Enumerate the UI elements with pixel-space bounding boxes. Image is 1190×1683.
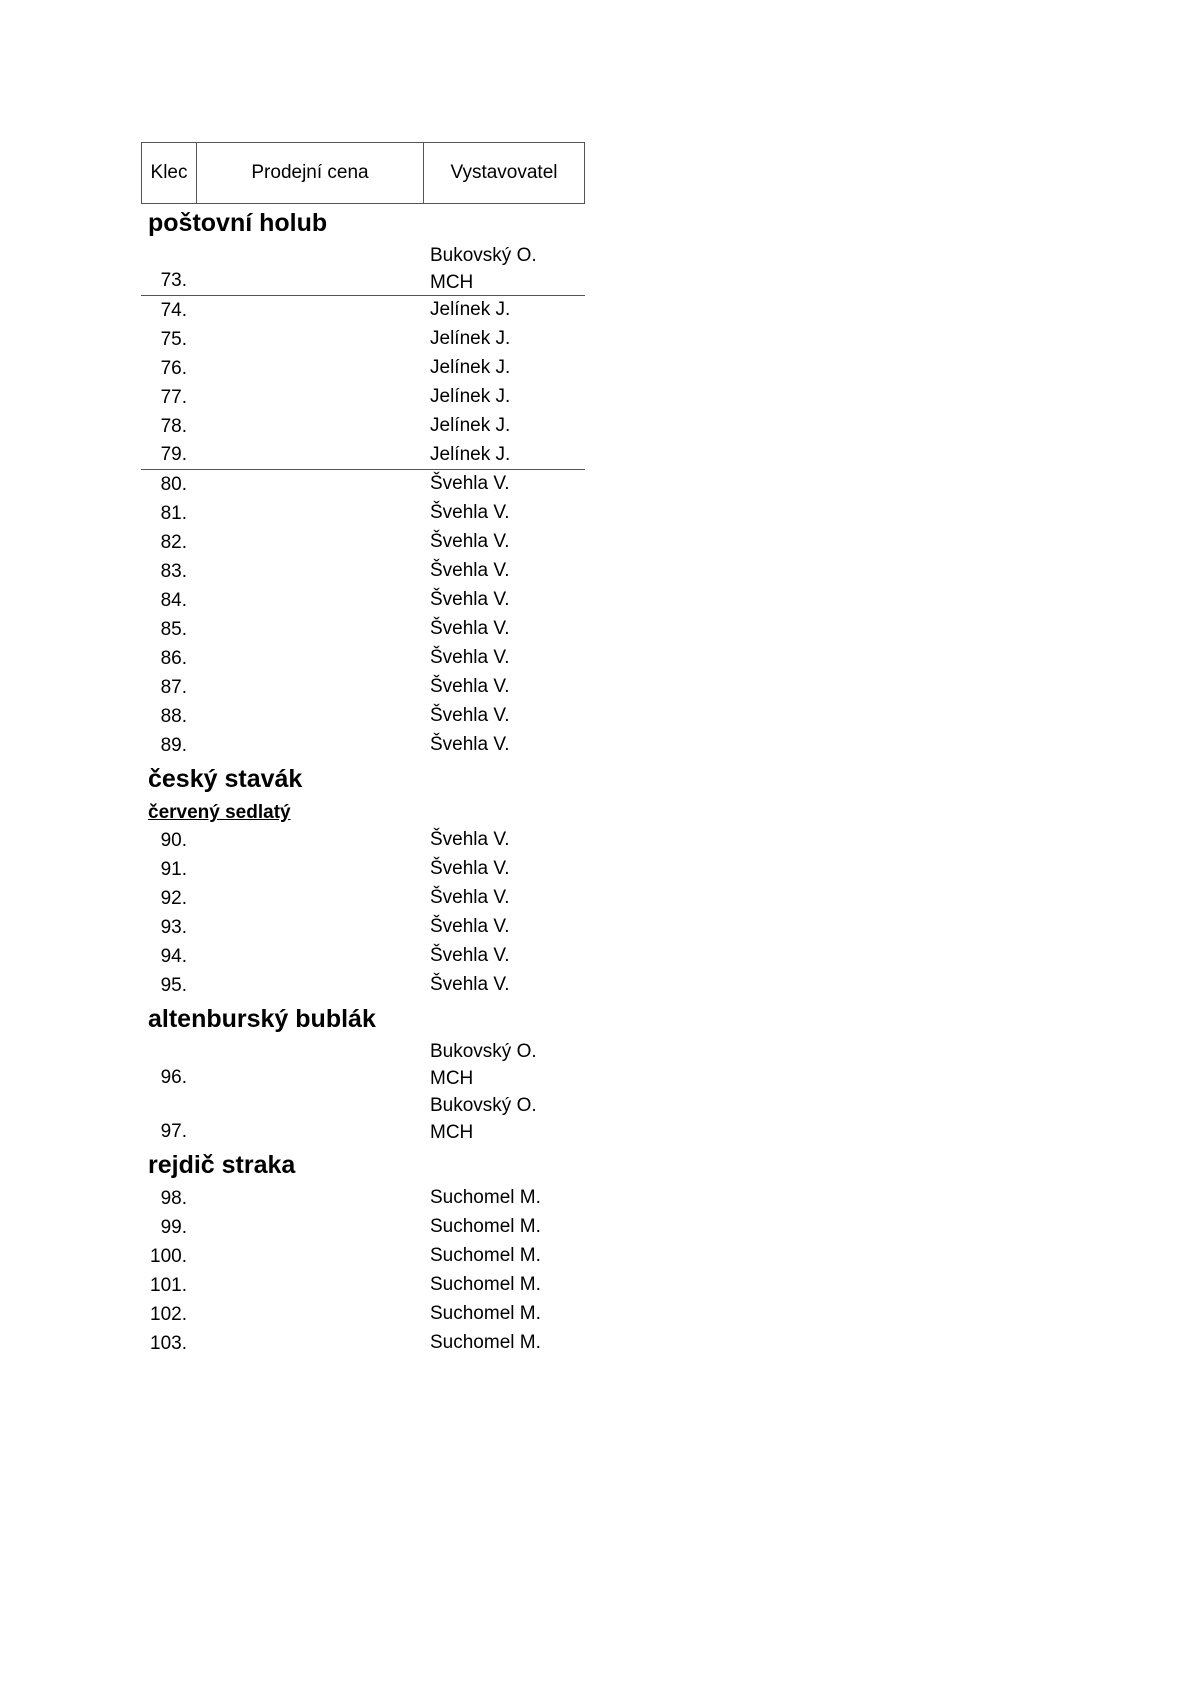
exhibitor-cell xyxy=(423,826,585,855)
exhibitor-line: Švehla V. xyxy=(430,829,510,850)
exhibitor-line: Švehla V. xyxy=(430,589,510,610)
table-row xyxy=(141,731,585,760)
exhibitor-line: Švehla V. xyxy=(430,916,510,937)
exhibitor-line: Bukovský O. xyxy=(430,1041,537,1062)
table-row xyxy=(141,884,585,913)
exhibitor-line: Suchomel M. xyxy=(430,1303,541,1324)
cage-number: 91. xyxy=(160,859,187,880)
exhibitor-line: MCH xyxy=(430,1068,474,1089)
table-row xyxy=(141,1213,585,1242)
cage-number: 103. xyxy=(150,1333,187,1354)
cage-number: 73. xyxy=(160,270,187,291)
exhibitor-line: Bukovský O. xyxy=(430,1095,537,1116)
cage-number: 89. xyxy=(160,735,187,756)
cage-number: 83. xyxy=(160,561,187,582)
exhibitor-cell xyxy=(423,586,585,615)
exhibitor-line: Švehla V. xyxy=(430,974,510,995)
exhibitor-cell xyxy=(423,441,585,469)
cage-cell xyxy=(141,702,423,731)
cage-cell xyxy=(141,1184,423,1213)
cage-number: 84. xyxy=(160,590,187,611)
exhibitor-cell xyxy=(423,528,585,557)
exhibitor-line: Suchomel M. xyxy=(430,1245,541,1266)
exhibitor-line: Suchomel M. xyxy=(430,1274,541,1295)
cage-cell xyxy=(141,412,423,441)
cage-cell xyxy=(141,826,423,855)
table-row xyxy=(141,942,585,971)
catalog-sections xyxy=(141,204,585,1358)
exhibitor-cell xyxy=(423,971,585,1000)
table-header xyxy=(141,142,585,204)
exhibitor-cell xyxy=(423,615,585,644)
exhibitor-line: Švehla V. xyxy=(430,560,510,581)
table-row xyxy=(141,615,585,644)
header-exhibitor: Vystavovatel xyxy=(450,162,558,183)
table-row xyxy=(141,913,585,942)
cage-number: 79. xyxy=(160,444,187,465)
table-row xyxy=(141,441,585,470)
cage-number: 97. xyxy=(160,1121,187,1142)
exhibitor-cell xyxy=(423,1271,585,1300)
exhibitor-line: MCH xyxy=(430,272,474,293)
exhibitor-cell xyxy=(423,1329,585,1358)
exhibitor-line: Švehla V. xyxy=(430,945,510,966)
exhibitor-cell xyxy=(423,325,585,354)
species-heading: altenburský bublák xyxy=(148,1005,376,1033)
header-price: Prodejní cena xyxy=(197,143,424,203)
exhibitor-line: Bukovský O. xyxy=(430,245,537,266)
exhibitor-line: Švehla V. xyxy=(430,734,510,755)
cage-number: 81. xyxy=(160,503,187,524)
cage-cell xyxy=(141,470,423,499)
table-row xyxy=(141,557,585,586)
exhibitor-cell xyxy=(423,942,585,971)
cage-number: 93. xyxy=(160,917,187,938)
exhibitor-line: Jelínek J. xyxy=(430,386,511,407)
exhibitor-line: Jelínek J. xyxy=(430,299,511,320)
table-row xyxy=(141,383,585,412)
table-row xyxy=(141,586,585,615)
exhibitor-cell xyxy=(423,557,585,586)
cage-cell xyxy=(141,673,423,702)
exhibitor-cell xyxy=(423,702,585,731)
cage-cell xyxy=(141,1271,423,1300)
table-row xyxy=(141,470,585,499)
cage-number: 74. xyxy=(160,300,187,321)
exhibitor-cell xyxy=(423,673,585,702)
exhibitor-line: Jelínek J. xyxy=(430,444,511,465)
cage-cell xyxy=(141,354,423,383)
cage-number: 102. xyxy=(150,1304,187,1325)
exhibitor-cell xyxy=(423,296,585,325)
cage-number: 76. xyxy=(160,358,187,379)
table-row xyxy=(141,1184,585,1213)
cage-number: 85. xyxy=(160,619,187,640)
cage-number: 100. xyxy=(150,1246,187,1267)
cage-cell xyxy=(141,1213,423,1242)
cage-cell xyxy=(141,383,423,412)
exhibitor-line: Švehla V. xyxy=(430,647,510,668)
table-row xyxy=(141,325,585,354)
cage-number: 80. xyxy=(160,474,187,495)
cage-number: 98. xyxy=(160,1188,187,1209)
cage-cell xyxy=(141,913,423,942)
cage-cell xyxy=(141,644,423,673)
exhibitor-line: Jelínek J. xyxy=(430,415,511,436)
exhibitor-line: Švehla V. xyxy=(430,531,510,552)
cage-number: 88. xyxy=(160,706,187,727)
table-row xyxy=(141,702,585,731)
exhibitor-line: Suchomel M. xyxy=(430,1216,541,1237)
cage-cell xyxy=(141,942,423,971)
exhibitor-line: Švehla V. xyxy=(430,473,510,494)
table-row xyxy=(141,1038,585,1092)
exhibitor-line: MCH xyxy=(430,1122,474,1143)
table-row xyxy=(141,1242,585,1271)
table-row xyxy=(141,242,585,296)
cage-cell xyxy=(141,441,423,469)
cage-cell xyxy=(141,586,423,615)
table-row xyxy=(141,826,585,855)
table-row xyxy=(141,1300,585,1329)
exhibitor-cell xyxy=(423,731,585,760)
cage-cell xyxy=(141,1092,423,1146)
table-row xyxy=(141,644,585,673)
exhibitor-cell xyxy=(423,1300,585,1329)
cage-number: 101. xyxy=(150,1275,187,1296)
table-row xyxy=(141,499,585,528)
cage-cell xyxy=(141,296,423,325)
cage-number: 82. xyxy=(160,532,187,553)
species-heading: poštovní holub xyxy=(148,209,328,237)
cage-number: 99. xyxy=(160,1217,187,1238)
exhibitor-line: Švehla V. xyxy=(430,676,510,697)
exhibitor-cell xyxy=(423,884,585,913)
exhibitor-line: Švehla V. xyxy=(430,502,510,523)
cage-cell xyxy=(141,1300,423,1329)
exhibitor-cell xyxy=(423,383,585,412)
cage-cell xyxy=(141,615,423,644)
table-row xyxy=(141,1329,585,1358)
exhibitor-line: Švehla V. xyxy=(430,618,510,639)
table-row xyxy=(141,354,585,383)
cage-cell xyxy=(141,325,423,354)
exhibitor-line: Jelínek J. xyxy=(430,357,511,378)
cage-number: 87. xyxy=(160,677,187,698)
exhibitor-cell xyxy=(423,1038,585,1092)
table-row xyxy=(141,528,585,557)
cage-number: 94. xyxy=(160,946,187,967)
cage-cell xyxy=(141,855,423,884)
cage-number: 90. xyxy=(160,830,187,851)
table-row xyxy=(141,412,585,441)
table-row xyxy=(141,855,585,884)
table-row xyxy=(141,296,585,325)
cage-cell xyxy=(141,884,423,913)
cage-number: 96. xyxy=(160,1067,187,1088)
cage-cell xyxy=(141,242,423,295)
exhibitor-cell xyxy=(423,412,585,441)
cage-cell xyxy=(141,499,423,528)
cage-number: 77. xyxy=(160,387,187,408)
cage-number: 75. xyxy=(160,329,187,350)
exhibitor-cell xyxy=(423,354,585,383)
cage-number: 86. xyxy=(160,648,187,669)
table-row xyxy=(141,673,585,702)
cage-cell xyxy=(141,1038,423,1092)
exhibitor-line: Švehla V. xyxy=(430,887,510,908)
species-heading: český stavák xyxy=(148,765,303,793)
exhibitor-cell xyxy=(423,1092,585,1146)
cage-cell xyxy=(141,1242,423,1271)
exhibitor-cell xyxy=(423,1242,585,1271)
cage-cell xyxy=(141,557,423,586)
species-heading: rejdič straka xyxy=(148,1151,296,1179)
cage-cell xyxy=(141,1329,423,1358)
cage-cell xyxy=(141,731,423,760)
table-row xyxy=(141,1092,585,1146)
variety-heading: červený sedlatý xyxy=(148,802,291,823)
exhibitor-line: Jelínek J. xyxy=(430,328,511,349)
cage-number: 78. xyxy=(160,416,187,437)
cage-cell xyxy=(141,528,423,557)
exhibitor-line: Suchomel M. xyxy=(430,1187,541,1208)
table-row xyxy=(141,971,585,1000)
exhibitor-cell xyxy=(423,1184,585,1213)
exhibitor-line: Suchomel M. xyxy=(430,1332,541,1353)
catalog-document xyxy=(141,142,585,1358)
exhibitor-cell xyxy=(423,644,585,673)
exhibitor-cell xyxy=(423,242,585,295)
exhibitor-cell xyxy=(423,499,585,528)
exhibitor-cell xyxy=(423,855,585,884)
cage-number: 95. xyxy=(160,975,187,996)
exhibitor-line: Švehla V. xyxy=(430,705,510,726)
cage-number: 92. xyxy=(160,888,187,909)
table-row xyxy=(141,1271,585,1300)
exhibitor-cell xyxy=(423,913,585,942)
header-cage: Klec xyxy=(142,143,197,203)
exhibitor-cell xyxy=(423,1213,585,1242)
exhibitor-cell xyxy=(423,470,585,499)
exhibitor-line: Švehla V. xyxy=(430,858,510,879)
cage-cell xyxy=(141,971,423,1000)
